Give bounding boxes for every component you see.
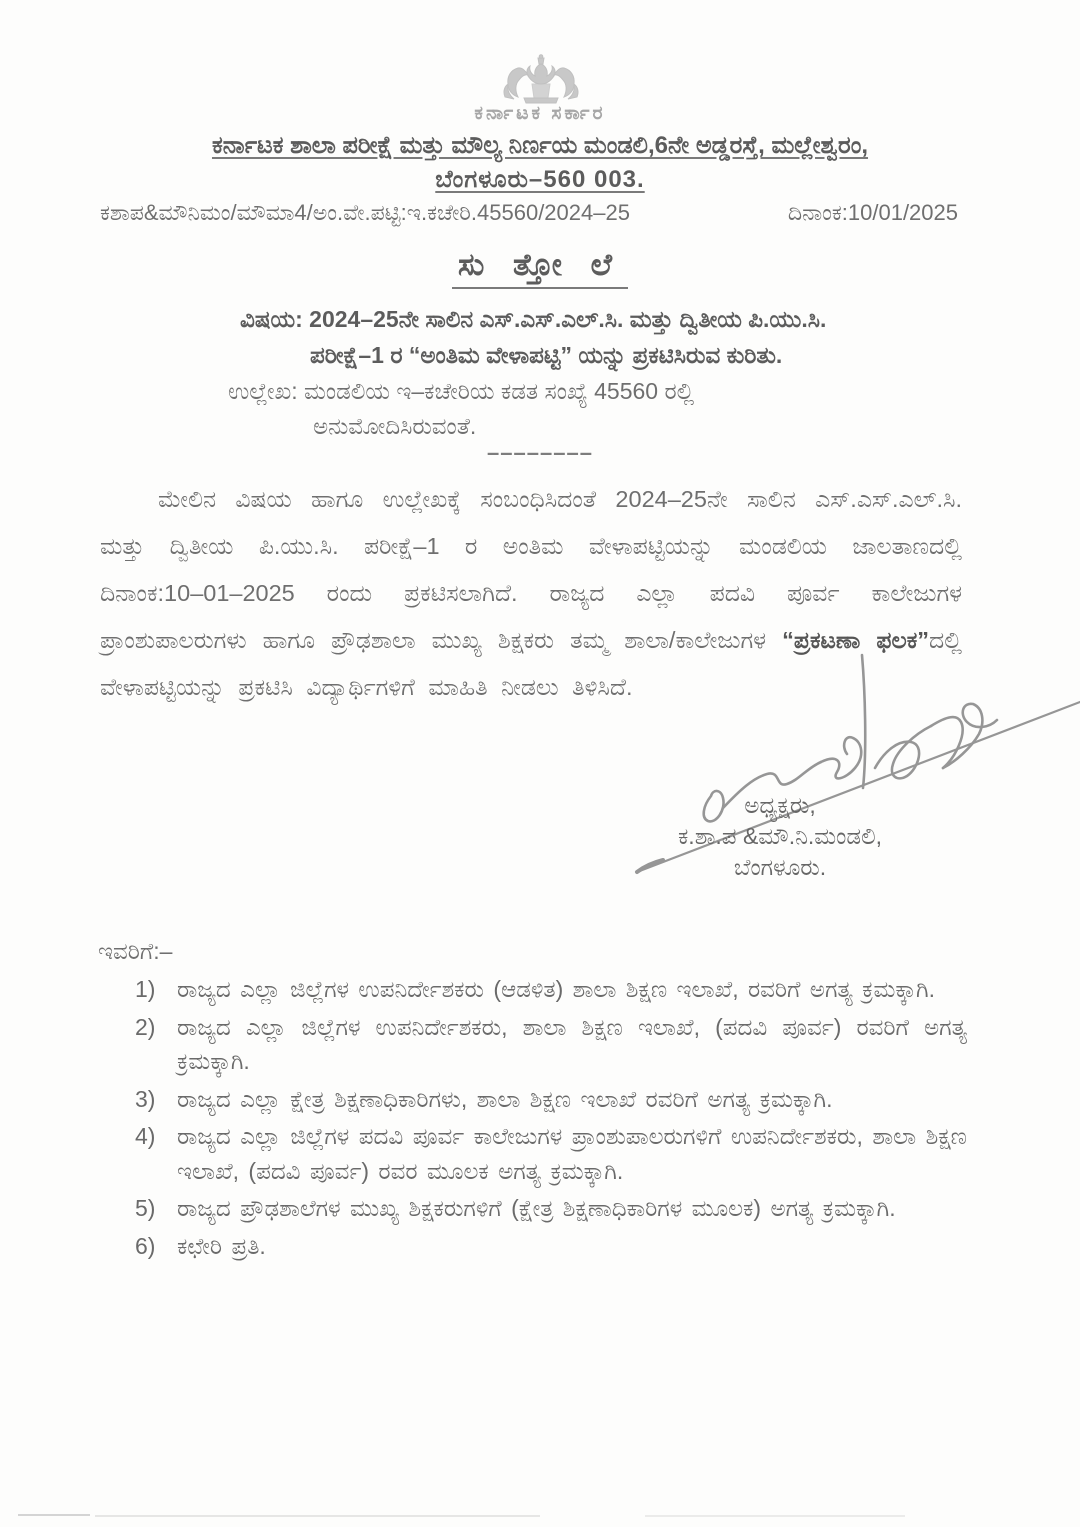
subject-line-2: ಪರೀಕ್ಷೆ–1 ರ “ಅಂತಿಮ ವೇಳಾಪಟ್ಟಿ” ಯನ್ನು ಪ್ರಕಟಿಸಿರುವ ಕುರಿತು. [310,342,783,368]
list-item: ರಾಜ್ಯದ ಎಲ್ಲಾ ಕ್ಷೇತ್ರ ಶಿಕ್ಷಣಾಧಿಕಾರಿಗಳು, ಶಾಲಾ ಶಿಕ್ಷಣ ಇಲಾಖೆ ರವರಿಗೆ ಅಗತ್ಯ ಕ್ರಮಕ್ಕಾಗಿ. [177,1085,833,1112]
government-title: ಕರ್ನಾಟಕ ಸರ್ಕಾರ [474,103,606,124]
board-name-line: ಕರ್ನಾಟಕ ಶಾಲಾ ಪರೀಕ್ಷೆ ಮತ್ತು ಮೌಲ್ಯ ನಿರ್ಣಯ ಮಂಡಲಿ,6ನೇ ಅಡ್ಡರಸ್ತೆ, ಮಲ್ಲೇಶ್ವರಂ, [211,132,869,159]
list-item: ರಾಜ್ಯದ ಪ್ರೌಢಶಾಲೆಗಳ ಮುಖ್ಯ ಶಿಕ್ಷಕರುಗಳಿಗೆ (ಕ್ಷೇತ್ರ ಶಿಕ್ಷಣಾಧಿಕಾರಿಗಳ ಮೂಲಕ) ಅಗತ್ಯ ಕ್ರಮಕ್ಕಾಗಿ. [177,1195,896,1221]
reference-number: ಕಶಾಪ&ಮೌನಿಮಂ/ಮೌಮಾ4/ಅಂ.ವೇ.ಪಟ್ಟಿ:ಇ.ಕಚೇರಿ.45560/2024–25 [100,200,630,225]
signature-block [610,790,950,883]
reference-line-1: ಉಲ್ಲೇಖ: ಮಂಡಲಿಯ ಇ–ಕಚೇರಿಯ ಕಡತ ಸಂಖ್ಯೆ 45560 ರಲ್ಲಿ [228,378,695,404]
list-item: ಕಛೇರಿ ಪ್ರತಿ. [177,1232,266,1259]
karnataka-emblem-icon [498,54,584,106]
list-item: ರಾಜ್ಯದ ಎಲ್ಲಾ ಜಿಲ್ಲೆಗಳ ಉಪನಿರ್ದೇಶಕರು, ಶಾಲಾ ಶಿಕ್ಷಣ ಇಲಾಖೆ, (ಪದವಿ ಪೂರ್ವ) ರವರಿಗೆ ಅಗತ್ಯ ಕ್ರಮಕ್ಕಾಗಿ. [177,1013,967,1074]
document-title: ಸು ತ್ತೋ ಲೆ [0,247,1080,284]
scan-artifact [18,1514,90,1516]
body-paragraph-part2: ದಲ್ಲಿ ವೇಳಾಪಟ್ಟಿಯನ್ನು ಪ್ರಕಟಿಸಿ ವಿದ್ಯಾರ್ಥಿಗಳಿಗೆ ಮಾಹಿತಿ ನೀಡಲು ತಿಳಿಸಿದೆ. [100,627,962,700]
body-paragraph-part1: ಮೇಲಿನ ವಿಷಯ ಹಾಗೂ ಉಲ್ಲೇಖಕ್ಕೆ ಸಂಬಂಧಿಸಿದಂತೆ 2024–25ನೇ ಸಾಲಿನ ಎಸ್.ಎಸ್.ಎಲ್.ಸಿ. ಮತ್ತು ದ್ವಿತೀಯ ಪಿ.ಯು.ಸಿ. ಪರೀಕ್ಷೆ–1 ರ ಅಂತಿಮ ವೇಳಾಪಟ್ಟಿಯನ್ನು ಮಂಡಲಿಯ ಜಾಲತಾಣದಲ್ಲಿ ದಿನಾಂಕ:10–01–2025 ರಂದು ಪ್ರಕಟಿಸಲಾಗಿದೆ. ರಾಜ್ಯದ ಎಲ್ಲಾ ಪದವಿ ಪೂರ್ವ ಕಾಲೇಜುಗಳ ಪ್ರಾಂಶುಪಾಲರುಗಳು ಹಾಗೂ ಪ್ರೌಢಶಾಲಾ ಮುಖ್ಯ ಶಿಕ್ಷಕರು ತಮ್ಮ ಶಾಲಾ/ಕಾಲೇಜುಗಳ [100,486,962,653]
signatory-org: ಕ.ಶಾ.ಪ &ಮೌ.ನಿ.ಮಂಡಲಿ, [677,823,883,849]
distribution-heading: ಇವರಿಗೆ:– [98,938,173,964]
scan-artifact [645,1515,905,1517]
subject-line-1: ವಿಷಯ: 2024–25ನೇ ಸಾಲಿನ ಎಸ್.ಎಸ್.ಎಲ್.ಸಿ. ಮತ್ತು ದ್ವಿತೀಯ ಪಿ.ಯು.ಸಿ. [240,306,827,332]
signatory-city: ಬೆಂಗಳೂರು. [733,854,827,880]
reference-row [100,200,958,226]
distribution-list [135,972,967,1266]
dashed-separator: –––––––– [487,440,593,465]
document-date: ದಿನಾಂಕ:10/01/2025 [787,200,958,225]
reference-line-2: ಅನುಮೋದಿಸಿರುವಂತೆ. [313,413,477,439]
scan-artifact [95,1515,540,1517]
body-paragraph-bold: “ಪ್ರಕಟಣಾ ಫಲಕ” [782,627,930,653]
list-item: ರಾಜ್ಯದ ಎಲ್ಲಾ ಜಿಲ್ಲೆಗಳ ಉಪನಿರ್ದೇಶಕರು (ಆಡಳಿತ) ಶಾಲಾ ಶಿಕ್ಷಣ ಇಲಾಖೆ, ರವರಿಗೆ ಅಗತ್ಯ ಕ್ರಮಕ್ಕಾಗಿ. [177,976,935,1002]
board-city-line: ಬೆಂಗಳೂರು–560 003. [435,166,645,193]
signatory-title: ಅಧ್ಯಕ್ಷರು, [744,792,816,818]
list-item: ರಾಜ್ಯದ ಎಲ್ಲಾ ಜಿಲ್ಲೆಗಳ ಪದವಿ ಪೂರ್ವ ಕಾಲೇಜುಗಳ ಪ್ರಾಂಶುಪಾಲರುಗಳಿಗೆ ಉಪನಿರ್ದೇಶಕರು, ಶಾಲಾ ಶಿಕ್ಷಣ ಇಲಾಖೆ, (ಪದವಿ ಪೂರ್ವ) ರವರ ಮೂಲಕ ಅಗತ್ಯ ಕ್ರಮಕ್ಕಾಗಿ. [177,1123,967,1184]
